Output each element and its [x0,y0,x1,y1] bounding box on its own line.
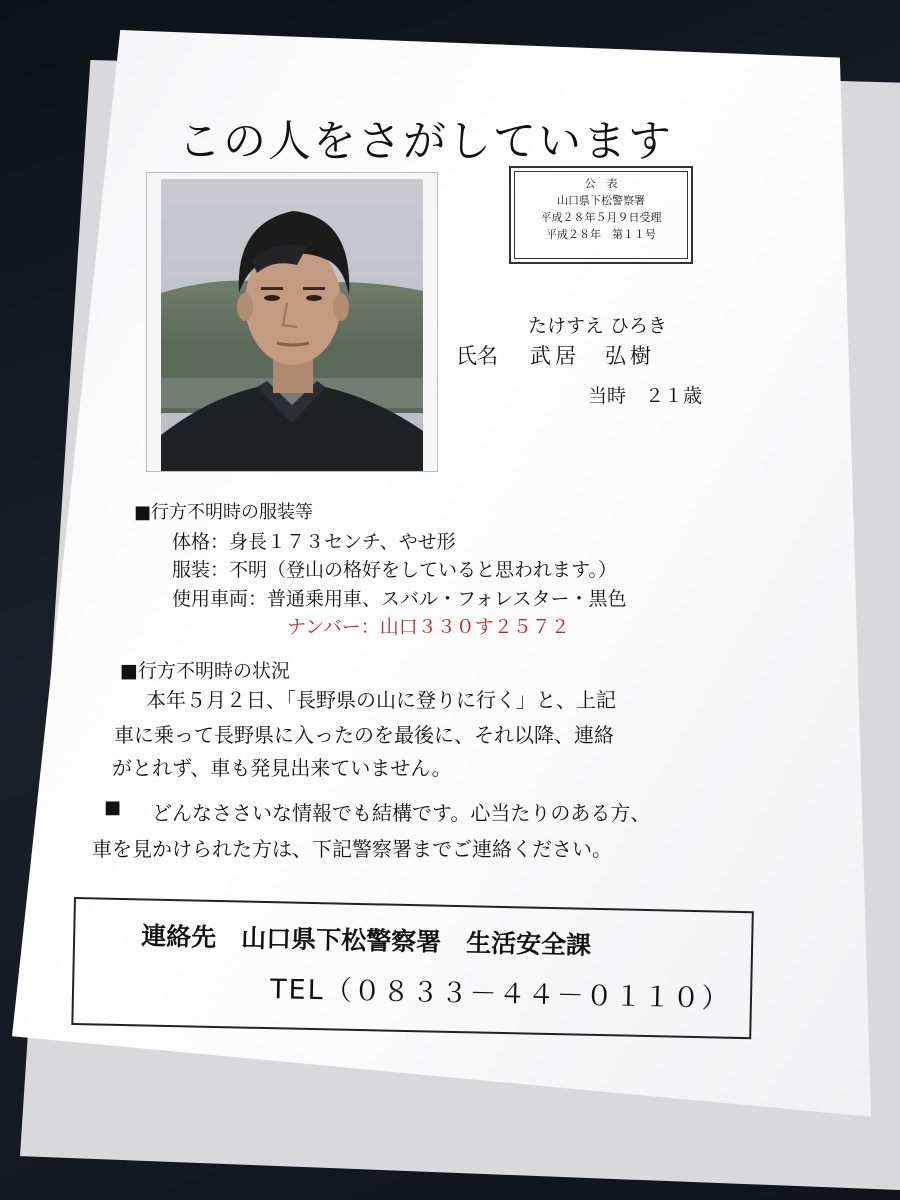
person-furigana: たけすえ ひろき [528,315,668,337]
clothing-heading: ■行方不明時の服装等 [134,502,314,523]
notice-police-station: 山口県下松警察署 [557,194,645,207]
contact-line-1: 連絡先 山口県下松警察署 生活安全課 [140,921,592,960]
license-plate: ナンバー：山口３３０す２５７２ [287,616,570,638]
notice-received-date: 平成２８年５月９日受理 [540,211,662,224]
vehicle-info: 使用車両：普通乗用車、スバル・フォレスター・黒色 [172,588,627,610]
notice-heading: 公 表 [584,177,618,190]
clothing-build: 体格：身長１７３センチ、やせ形 [172,531,456,553]
appeal-line-2: 車を見かけられた方は、下記警察署までご連絡ください。 [92,837,612,861]
contact-phone: TEL（０８３３－４４－０１１０） [269,974,731,1015]
appeal-marker: ■ [104,797,122,818]
person-name: 武居 弘樹 [530,344,655,368]
appeal-line-1: どんなささいな情報でも結構です。心当たりのある方、 [152,801,651,825]
person-age: 当時 ２１歳 [588,385,703,407]
situation-line-2: 車に乗って長野県に入ったのを最後に、それ以降、連絡 [114,723,614,747]
person-photo-image [147,173,437,471]
contact-box [71,897,754,1039]
person-photo [146,172,438,472]
public-notice-box [509,166,693,264]
situation-heading: ■行方不明時の状況 [120,660,290,682]
flyer-title: この人をさがしています [178,117,673,167]
situation-line-1: 本年５月２日、「長野県の山に登りに行く」と、上記 [146,688,616,712]
clothing-outfit: 服装：不明（登山の格好をしていると思われます。） [172,559,617,581]
name-label: 氏名 [456,344,498,368]
notice-case-number: 平成２８年 第１１号 [546,228,656,241]
situation-line-3: がとれず、車も発見出来ていません。 [112,756,452,780]
